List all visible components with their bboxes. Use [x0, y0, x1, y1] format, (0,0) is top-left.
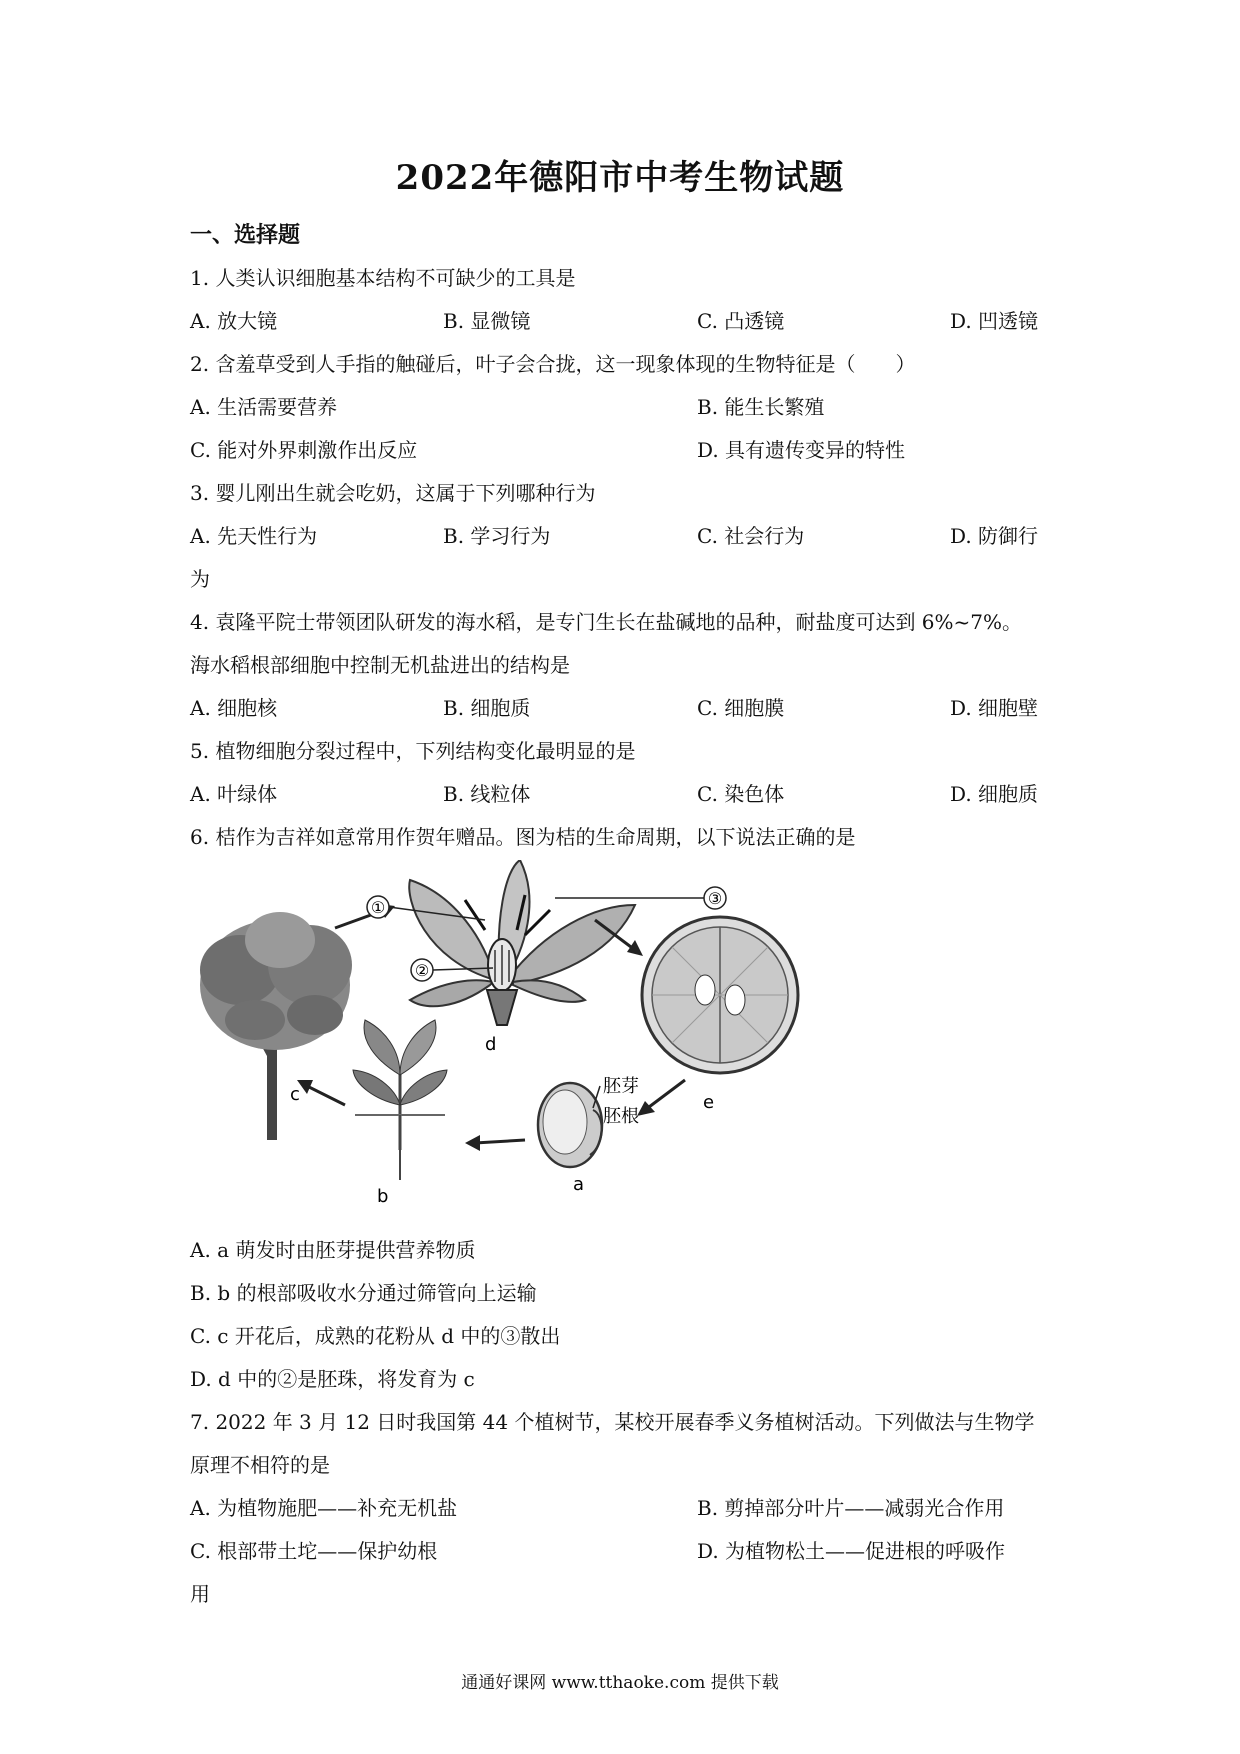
- question-1-option-b: B. 显微镜: [443, 309, 531, 333]
- label-circle-2: ②: [414, 961, 430, 980]
- fruit-cross-section: [642, 917, 798, 1073]
- question-1-option-c: C. 凸透镜: [697, 309, 785, 333]
- section-heading: 一、选择题: [190, 222, 301, 248]
- question-6-option-a: A. a 萌发时由胚芽提供营养物质: [190, 1238, 476, 1262]
- question-5-option-a: A. 叶绿体: [190, 782, 278, 806]
- question-2-option-d: D. 具有遗传变异的特性: [697, 438, 906, 462]
- question-6-option-c: C. c 开花后，成熟的花粉从 d 中的③散出: [190, 1324, 561, 1348]
- question-4-stem-continued: 海水稻根部细胞中控制无机盐进出的结构是: [190, 653, 570, 677]
- question-7-stem: 7. 2022 年 3 月 12 日时我国第 44 个植树节，某校开展春季义务植树活动。下列做法与生物学: [190, 1410, 1035, 1434]
- page-title: 2022年德阳市中考生物试题: [395, 158, 845, 198]
- label-c: c: [290, 1084, 300, 1105]
- question-4-option-d: D. 细胞壁: [950, 696, 1039, 720]
- tree-illustration: [200, 912, 352, 1140]
- question-3-option-d-wrap: 为: [190, 567, 210, 591]
- orange-life-cycle-figure: [195, 860, 1075, 1210]
- question-1-option-d: D. 凹透镜: [950, 309, 1039, 333]
- question-5-option-b: B. 线粒体: [443, 782, 531, 806]
- label-e: e: [703, 1092, 715, 1113]
- label-circle-3: ③: [707, 889, 723, 908]
- question-6-option-d: D. d 中的②是胚珠，将发育为 c: [190, 1367, 475, 1391]
- label-plumule: 胚芽: [603, 1076, 639, 1097]
- question-7-option-d-wrap: 用: [190, 1582, 210, 1606]
- question-1-option-a: A. 放大镜: [190, 309, 278, 333]
- label-b: b: [377, 1186, 389, 1207]
- seedling-illustration: [353, 1020, 447, 1180]
- question-2-option-c: C. 能对外界刺激作出反应: [190, 438, 418, 462]
- page-footer: 通通好课网 www.tthaoke.com 提供下载: [461, 1673, 779, 1693]
- seed-illustration: [538, 1083, 602, 1167]
- question-6-stem: 6. 桔作为吉祥如意常用作贺年赠品。图为桔的生命周期，以下说法正确的是: [190, 825, 856, 849]
- flower-illustration: [409, 860, 635, 1025]
- question-7-stem-continued: 原理不相符的是: [190, 1453, 330, 1477]
- question-4-stem: 4. 袁隆平院士带领团队研发的海水稻，是专门生长在盐碱地的品种，耐盐度可达到 6%~7%。: [190, 610, 1023, 634]
- question-1-stem: 1. 人类认识细胞基本结构不可缺少的工具是: [190, 266, 576, 290]
- label-a: a: [573, 1174, 585, 1195]
- question-3-option-c: C. 社会行为: [697, 524, 805, 548]
- question-3-option-a: A. 先天性行为: [190, 524, 318, 548]
- question-7-option-c: C. 根部带土坨——保护幼根: [190, 1539, 438, 1563]
- question-3-option-b: B. 学习行为: [443, 524, 551, 548]
- label-circle-1: ①: [370, 898, 386, 917]
- question-4-option-a: A. 细胞核: [190, 696, 278, 720]
- question-4-option-c: C. 细胞膜: [697, 696, 785, 720]
- question-4-option-b: B. 细胞质: [443, 696, 531, 720]
- question-7-option-d: D. 为植物松土——促进根的呼吸作: [697, 1539, 1006, 1563]
- question-7-option-a: A. 为植物施肥——补充无机盐: [190, 1496, 458, 1520]
- label-radicle: 胚根: [603, 1106, 639, 1127]
- question-3-stem: 3. 婴儿刚出生就会吃奶，这属于下列哪种行为: [190, 481, 596, 505]
- question-2-stem: 2. 含羞草受到人手指的触碰后，叶子会合拢，这一现象体现的生物特征是（ ）: [190, 352, 916, 376]
- question-5-option-c: C. 染色体: [697, 782, 785, 806]
- question-5-option-d: D. 细胞质: [950, 782, 1039, 806]
- question-3-option-d: D. 防御行: [950, 524, 1039, 548]
- question-6-option-b: B. b 的根部吸收水分通过筛管向上运输: [190, 1281, 537, 1305]
- label-d: d: [485, 1034, 497, 1055]
- question-5-stem: 5. 植物细胞分裂过程中，下列结构变化最明显的是: [190, 739, 636, 763]
- question-2-option-b: B. 能生长繁殖: [697, 395, 825, 419]
- question-2-option-a: A. 生活需要营养: [190, 395, 338, 419]
- question-7-option-b: B. 剪掉部分叶片——减弱光合作用: [697, 1496, 1005, 1520]
